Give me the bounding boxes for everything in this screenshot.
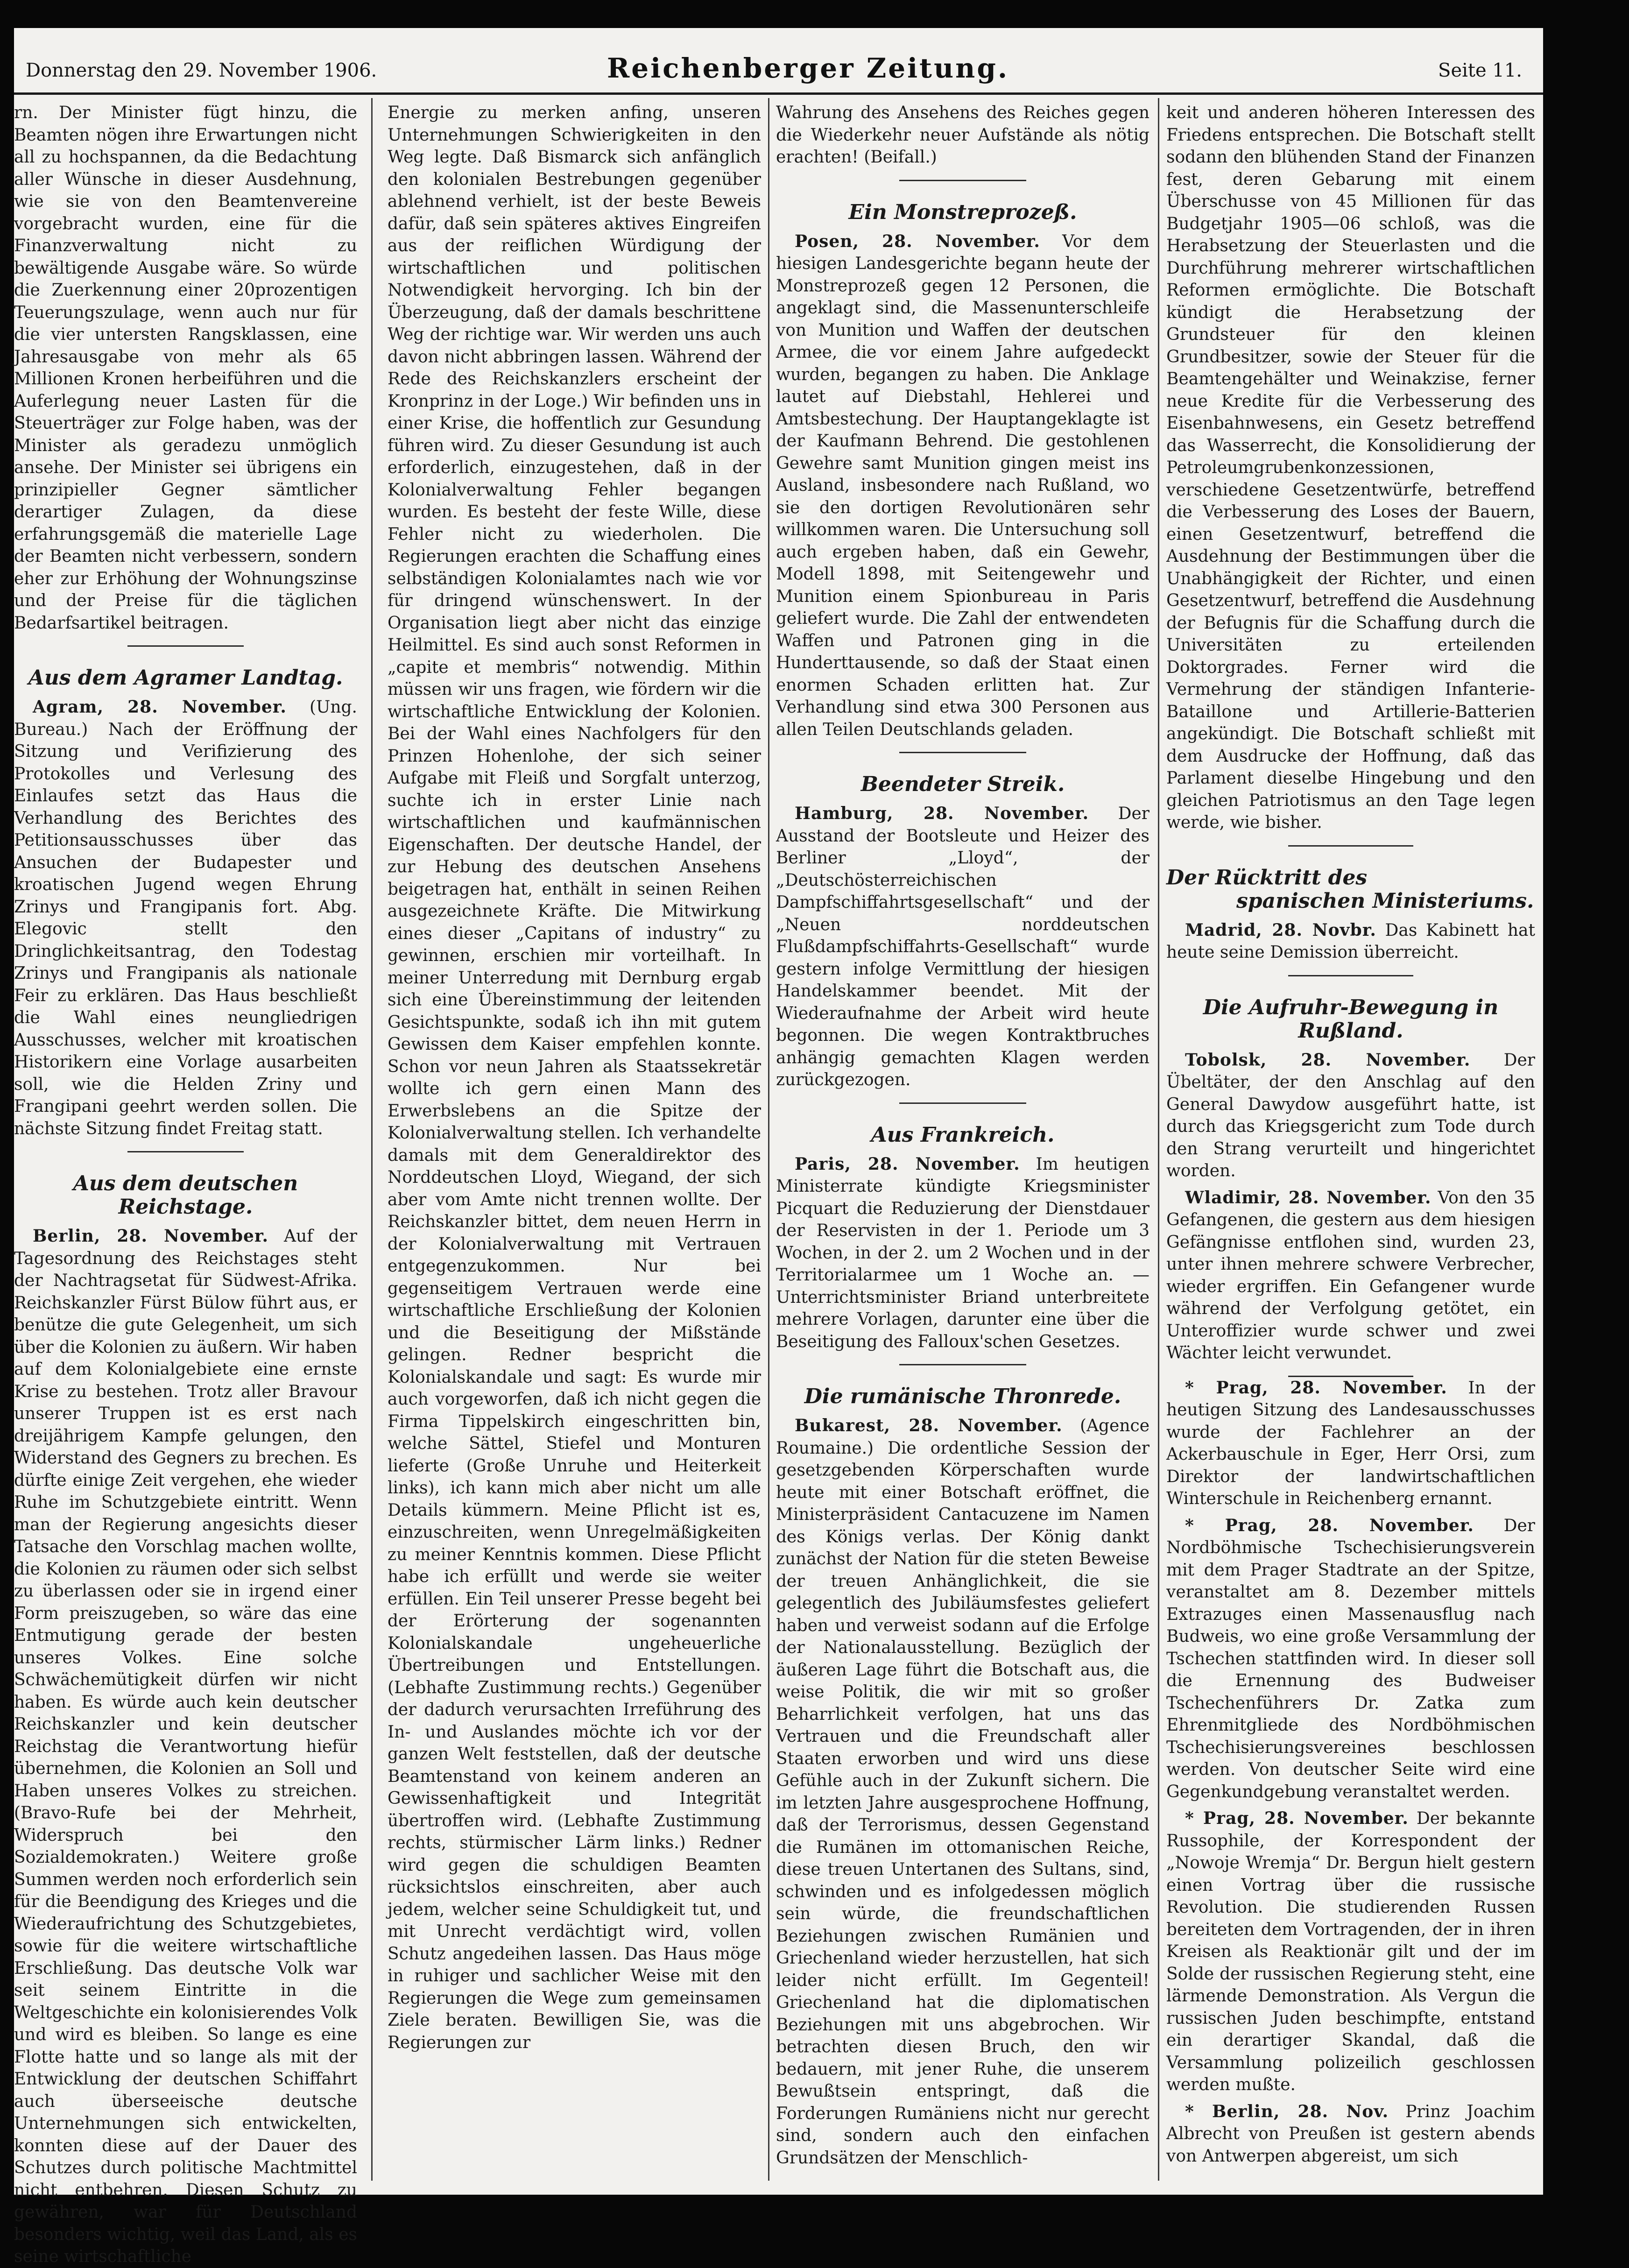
article-paragraph <box>1166 1049 1535 1182</box>
article-headline <box>1166 866 1535 913</box>
column-4 <box>1166 102 1535 2175</box>
dateline: * Prag, 28. November. <box>1185 1378 1447 1398</box>
article-text: Wahrung des Ansehens des Reiches gegen die Wiederkehr neuer Aufstände als nötig erachten! (Beifall.) <box>776 103 1149 167</box>
article-text: Der Ausstand der Bootsleute und Heizer des Berliner „Lloyd“, der „Deutschösterreichischen Dampfschiffahrtsgesellschaft“ und der „Neuen norddeutschen Flußdampfschiffahrts-Gesellschaft“ wurde gestern infolge Vermittlung der hiesigen Handelskammer beendet. Mit der Wiederaufnahme der Arbeit wird heute begonnen. Die wegen Kontraktbruches anhängig gemachten Klagen werden zurückgezogen. <box>776 804 1149 1089</box>
article-separator <box>127 645 244 647</box>
dateline: * Prag, 28. November. <box>1185 1809 1409 1828</box>
article-text: (Ung. Bureau.) Nach der Eröffnung der Sitzung und Verifizierung des Protokolles und Verlesung des Einlaufes setzt das Haus die Verhandlung des Berichtes des Petitionsausschusses über das Ansuchen der Budapester und kroatischen Jugend wegen Ehrung Zrinys und Frangipanis fort. Abg. Elegovic stellt den Dringlichkeitsantrag, den Todestag Zrinys und Frangipanis als nationale Feir zu erklären. Das Haus beschließt die Wahl eines neungliedrigen Ausschusses, welcher mit kroatischen Historikern eine Vorlage ausarbeiten soll, wie die Helden Zriny und Frangipani geehrt werden sollen. Die nächste Sitzung findet Freitag statt. <box>14 698 357 1138</box>
article-paragraph <box>14 1225 357 2268</box>
column-1 <box>14 102 357 2266</box>
dateline: Posen, 28. November. <box>795 231 1040 251</box>
article-separator <box>1288 975 1414 976</box>
page-number: Seite 11. <box>1438 60 1522 81</box>
column-3 <box>776 102 1149 2175</box>
article-paragraph <box>1166 1808 1535 2096</box>
article-text: Auf der Tagesordnung des Reichstages steht der Nachtragsetat für Südwest-Afrika. Reichskanzler Fürst Bülow führt aus, er benütze die gute Gelegenheit, um sich über die Kolonien zu äußern. Wir haben auf dem Kolonialgebiete eine ernste Krise zu bestehen. Trotz aller Bravour unserer Truppen ist es erst nach dreijährigem Kampfe gelungen, den Widerstand des Gegners zu brechen. Es dürfte einige Zeit vergehen, ehe wieder Ruhe im Schutzgebiete eintritt. Wenn man der Regierung angesichts dieser Tatsache den Vorschlag machen wollte, die Kolonien zu räumen oder sich selbst zu überlassen oder sie in irgend einer Form preiszugeben, so wäre das eine Entmutigung gerade der besten unseres Volkes. Eine solche Schwächemütigkeit dürfen wir nicht haben. Es würde auch kein deutscher Reichskanzler und kein deutscher Reichstag die Verantwortung hiefür übernehmen, die Kolonien an Soll und Haben unseres Volkes zu streichen. (Bravo-Rufe bei der Mehrheit, Widerspruch bei den Sozialdemokraten.) Weitere große Summen werden noch erforderlich sein für die Beendigung des Krieges und die Wiederaufrichtung des Schutzgebietes, sowie für die weitere wirtschaftliche Erschließung. Das deutsche Volk war seit seinem Eintritte in die Weltgeschichte ein kolonisierendes Volk und wird es bleiben. So lange es eine Flotte hatte und so lange als mit der Entwicklung der deutschen Schiffahrt auch überseeische deutsche Unternehmungen sich entwickelten, konnten diese auf der Dauer des Schutzes durch politische Machtmittel nicht entbehren. Diesen Schutz zu gewähren, war für Deutschland besonders wichtig, weil das Land, als es seine wirtschaftliche <box>14 1227 357 2266</box>
dateline: Madrid, 28. Novbr. <box>1185 920 1376 940</box>
article-separator <box>899 752 1026 753</box>
dateline: Tobolsk, 28. November. <box>1185 1050 1471 1070</box>
article-text: (Agence Roumaine.) Die ordentliche Session der gesetzgebenden Körperschaften wurde heute mit einer Botschaft eröffnet, die Ministerpräsident Cantacuzene im Namen des Königs verlas. Der König dankt zunächst der Nation für die steten Beweise der treuen Anhänglichkeit, die sie gelegentlich des Jubiläumsfestes geliefert haben und verweist sodann auf die Erfolge der Nationalausstellung. Bezüglich der äußeren Lage führt die Botschaft aus, die weise Politik, die wir mit so großer Beharrlichkeit verfolgen, hat uns das Vertrauen und die Freundschaft aller Staaten erworben und wird uns diese Gefühle auch in der Zukunft sichern. Die im letzten Jahre ausgesprochene Hoffnung, daß der Terrorismus, dessen Gegenstand die Rumänen im ottomanischen Reiche, diese treuen Untertanen des Sultans, sind, schwinden und es infolgedessen möglich sein würde, die freundschaftlichen Beziehungen zwischen Rumänien und Griechenland wieder herzustellen, hat sich leider nicht erfüllt. Im Gegenteil! Griechenland hat die diplomatischen Beziehungen mit uns abgebrochen. Wir betrachten diesen Bruch, den wir bedauern, mit jener Ruhe, die unserem Bewußtsein entspringt, daß die Forderungen Rumäniens nicht nur gerecht sind, sondern auch den einfachen Grundsätzen der Menschlich- <box>776 1416 1149 2168</box>
article-headline: Ein Monstreprozeß. <box>848 200 1077 224</box>
dateline: Agram, 28. November. <box>33 697 287 717</box>
column-divider <box>371 98 373 2181</box>
dateline: * Prag, 28. November. <box>1185 1515 1474 1535</box>
article-headline: Beendeter Streik. <box>860 772 1065 796</box>
page-header <box>14 42 1543 84</box>
column-divider <box>768 98 769 2181</box>
article-paragraph <box>1166 1187 1535 1364</box>
article-text: keit und anderen höheren Interessen des Friedens entsprechen. Die Botschaft stellt sodann den blühenden Stand der Finanzen fest, deren Gebarung mit einem Überschusse von 45 Millionen für das Budgetjahr 1905—06 schloß, was die Herabsetzung der Steuerlasten und die Durchführung mehrerer wirtschaftlichen Reformen ermöglichte. Die Botschaft kündigt die Herabsetzung der Grundsteuer für den kleinen Grundbesitzer, sowie der Steuer für die Beamtengehälter und Weinakzise, ferner neue Kredite für die Verbesserung des Eisenbahnwesens, ein Gesetz betreffend das Wasserrecht, die Konsolidierung der Petroleumgrubenkonzessionen, verschiedene Gesetzentwürfe, betreffend die Verbesserung des Loses der Bauern, einen Gesetzentwurf, betreffend die Ausdehnung der Bestimmungen über die Unabhängigkeit der Richter, und einen Gesetzentwurf, betreffend die Ausdehnung der Befugnis für die Schaffung durch die Universitäten zu erteilenden Doktorgrades. Ferner wird die Vermehrung der ständigen Infanterie-Bataillone und Artillerie-Batterien angekündigt. Die Botschaft schließt mit dem Ausdrucke der Hoffnung, daß das Parlament dieselbe Hingebung und den gleichen Patriotismus an den Tage legen werde, wie bisher. <box>1166 103 1535 832</box>
article-headline: Die Aufruhr-Bewegung in Rußland. <box>1203 995 1499 1043</box>
headline-line-2: spanischen Ministeriums. <box>1236 889 1534 913</box>
article-text: In der heutigen Sitzung des Landesausschusses wurde der Fachlehrer an der Ackerbauschule in Eger, Herr Orsi, zum Direktor der landwirtschaftlichen Winterschule in Reichenberg ernannt. <box>1166 1378 1535 1508</box>
article-paragraph <box>14 696 357 1140</box>
dateline: Wladimir, 28. November. <box>1185 1187 1432 1208</box>
article-paragraph <box>1166 1515 1535 1803</box>
article-separator <box>1288 845 1414 847</box>
article-paragraph <box>776 231 1149 741</box>
dateline: Berlin, 28. November. <box>33 1226 269 1246</box>
header-rule <box>14 92 1543 95</box>
issue-date: Donnerstag den 29. November 1906. <box>26 60 377 81</box>
article-headline: Aus dem deutschen Reichstage. <box>73 1172 298 1219</box>
article-separator <box>127 1151 244 1152</box>
article-text: Prinz Joachim Albrecht von Preußen ist gestern abends von Antwerpen abgereist, um sich <box>1166 2102 1535 2166</box>
article-headline: Aus dem Agramer Landtag. <box>28 666 343 690</box>
article-separator <box>899 180 1026 181</box>
article-paragraph <box>776 803 1149 1091</box>
article-text: rn. Der Minister fügt hinzu, die Beamten nögen ihre Erwartungen nicht all zu hochspannen, da die Bedachtung aller Wünsche in dieser Ausdehnung, wie sie von den Beamtenvereine vorgebracht wurden, eine für die Finanzverwaltung nicht zu bewältigende Ausgabe wäre. So würde die Zuerkennung einer 20prozentigen Teuerungszulage, wenn auch nur für die vier untersten Rangsklassen, eine Jahresausgabe von mehr als 65 Millionen Kronen herbeiführen und die Auferlegung neuer Lasten für die Steuerträger zur Folge haben, was der Minister als geradezu unmöglich ansehe. Der Minister sei übrigens ein prinzipieller Gegner sämtlicher derartiger Zulagen, da diese erfahrungsgemäß die materielle Lage der Beamten nicht verbessern, sondern eher zur Erhöhung der Wohnungszinse und der Preise für die täglichen Bedarfsartikel beitragen. <box>14 103 357 633</box>
article-text: Der bekannte Russophile, der Korrespondent der „Nowoje Wremja“ Dr. Bergun hielt gestern einen Vortrag über die russische Revolution. Die studierenden Russen bereiteten dem Vortragenden, der in ihren Kreisen als Reaktionär gilt und der im Solde der russischen Regierung steht, eine lärmende Demonstration. Als Vergun die russischen Juden beschimpfte, entstand ein derartiger Skandal, daß die Versammlung polizeilich geschlossen werden mußte. <box>1166 1809 1536 2094</box>
column-2 <box>388 102 761 2175</box>
article-paragraph <box>1166 2101 1535 2168</box>
masthead: Reichenberger Zeitung. <box>607 52 1009 84</box>
article-separator <box>899 1102 1026 1104</box>
article-paragraph <box>776 1415 1149 2169</box>
article-text: Das Kabinett hat heute seine Demission überreicht. <box>1166 920 1535 962</box>
column-divider <box>1158 98 1159 2181</box>
article-separator <box>899 1364 1026 1365</box>
dateline: Hamburg, 28. November. <box>795 804 1089 823</box>
dateline: Paris, 28. November. <box>795 1154 1020 1174</box>
dateline: * Berlin, 28. Nov. <box>1185 2101 1389 2121</box>
article-text: Im heutigen Ministerrate kündigte Kriegsminister Picquart die Reduzierung der Dienstdauer der Reservisten in der 1. Periode um 3 Wochen, in der 2. um 2 Wochen und in der Territorialarmee um 1 Woche an. — Unterrichtsminister Briand unterbreitete mehrere Vorlagen, darunter eine über die Beseitigung des Falloux'schen Gesetzes. <box>776 1154 1149 1351</box>
newspaper-page <box>14 28 1543 2266</box>
article-headline: Aus Frankreich. <box>871 1123 1055 1147</box>
article-text: Energie zu merken anfing, unseren Unternehmungen Schwierigkeiten in den Weg legte. Daß Bismarck sich anfänglich den kolonialen Bestrebungen gegenüber ablehnend verhielt, ist der beste Beweis dafür, daß sein späteres aktives Eingreifen aus der reiflichen Würdigung der wirtschaftlichen und politischen Notwendigkeit hervorging. Ich bin der Überzeugung, daß der damals beschrittene Weg der richtige war. Wir werden uns auch davon nicht abbringen lassen. Während der Rede des Reichskanzlers erscheint der Kronprinz in der Loge.) Wir befinden uns in einer Krise, die hoffentlich zur Gesundung führen wird. Zu dieser Gesundung ist auch erforderlich, einzugestehen, daß in der Kolonialverwaltung Fehler begangen wurden. Es besteht der feste Wille, diese Fehler nicht zu wiederholen. Die Regierungen erachten die Schaffung eines selbständigen Kolonialamtes nach wie vor für dringend wünschenswert. In der Organisation liegt aber nicht das einzige Heilmittel. Es sind auch sonst Reformen in „capite et membris“ notwendig. Mithin müssen wir uns fragen, wie fördern wir die wirtschaftliche Entwicklung der Kolonien. Bei der Wahl eines Nachfolgers für den Prinzen Hohenlohe, der sich seiner Aufgabe mit Fleiß und Sorgfalt unterzog, suchte ich in erster Linie nach wirtschaftlichen und kaufmännischen Eigenschaften. Der deutsche Handel, der zur Hebung des deutschen Ansehens beigetragen hat, enthält in seinen Reihen ausgezeichnete Kräfte. Die Mitwirkung eines dieser „Capitans of industry“ zu gewinnen, erschien mir vorteilhaft. In meiner Unterredung mit Dernburg ergab sich eine Übereinstimmung der leitenden Gesichtspunkte, sodaß ich ihn mit gutem Gewissen dem Kaiser empfehlen konnte. Schon vor neun Jahren als Staatssekretär wollte ich gern einen Mann des Erwerbslebens an die Spitze der Kolonialverwaltung stellen. Ich verhandelte damals mit dem Generaldirektor des Norddeutschen Lloyd, Wiegand, der sich aber vom Amte nicht trennen wollte. Der Reichskanzler bittet, dem neuen Herrn in der Kolonialverwaltung mit Vertrauen entgegenzukommen. Nur bei gegenseitigem Vertrauen werde eine wirtschaftliche Erschließung der Kolonien und die Beseitigung der Mißstände gelingen. Redner bespricht die Kolonialskandale und sagt: Es wurde mir auch vorgeworfen, daß ich nicht gegen die Firma Tippelskirch eingeschritten bin, welche Sättel, Stiefel und Monturen lieferte (Große Unruhe und Heiterkeit links), ich kann mich aber nicht um alle Details kümmern. Meine Pflicht ist es, einzuschreiten, wenn Unregelmäßigkeiten zu meiner Kenntnis kommen. Diese Pflicht habe ich erfüllt und werde sie weiter erfüllen. Ein Teil unserer Presse begeht bei der Erörterung der sogenannten Kolonialskandale ungeheuerliche Übertreibungen und Entstellungen. (Lebhafte Zustimmung rechts.) Gegenüber der dadurch verursachten Irreführung des In- und Auslandes möchte ich vor der ganzen Welt feststellen, daß der deutsche Beamtenstand von keinem anderen an Gewissenhaftigkeit und Integrität übertroffen wird. (Lebhafte Zustimmung rechts, stürmischer Lärm links.) Redner wird gegen die schuldigen Beamten rücksichtslos einschreiten, aber auch jedem, welcher seine Schuldigkeit tut, und mit Unrecht verdächtigt wird, vollen Schutz angedeihen lassen. Das Haus möge in ruhiger und sachlicher Weise mit den Regierungen die Wege zum gemeinsamen Ziele beraten. Bewilligen Sie, was die Regierungen zur <box>388 103 761 2052</box>
headline-line-1: Der Rücktritt des <box>1166 865 1368 890</box>
article-headline: Die rumänische Thronrede. <box>804 1385 1121 1408</box>
article-text: Vor dem hiesigen Landesgerichte begann heute der Monstreprozeß gegen 12 Personen, die angeklagt sind, die Massenunterschleife von Munition und Waffen der deutschen Armee, die vor einem Jahre aufgedeckt wurden, begangen zu haben. Die Anklage lautet auf Diebstahl, Hehlerei und Amtsbestechung. Der Hauptangeklagte ist der Kaufmann Behrend. Die gestohlenen Gewehre samt Munition gingen meist ins Ausland, insbesondere nach Rußland, wo sie den dortigen Revolutionären sehr willkommen waren. Die Untersuchung soll auch ergeben haben, daß ein Gewehr, Modell 1898, mit Seitengewehr und Munition einem Spionbureau in Paris geliefert wurde. Die Zahl der entwendeten Waffen und Patronen ging in die Hunderttausende, so daß der Staat einen enormen Schaden erlitten hat. Zur Verhandlung sind etwa 300 Personen aus allen Teilen Deutschlands geladen. <box>776 232 1150 739</box>
article-text: Der Nordböhmische Tschechisierungsverein mit dem Prager Stadtrate an der Spitze, veranstaltet am 8. Dezember mittels Extrazuges einen Massenausflug nach Budweis, wo eine große Versammlung der Tschechen stattfinden wird. In dieser soll die Ernennung des Budweiser Tschechenführers Dr. Zatka zum Ehrenmitgliede des Nordböhmischen Tschechisierungsvereines beschlossen werden. Von deutscher Seite wird eine Gegenkundgebung veranstaltet werden. <box>1166 1516 1535 1802</box>
article-paragraph <box>1166 919 1535 964</box>
article-text: Von den 35 Gefangenen, die gestern aus dem hiesigen Gefängnisse entflohen sind, wurden 23, unter ihnen mehrere schwere Verbrecher, wieder ergriffen. Ein Gefangener wurde während der Verfolgung getötet, ein Unteroffizier wurde schwer und zwei Wächter leicht verwundet. <box>1166 1188 1535 1363</box>
dateline: Bukarest, 28. November. <box>795 1416 1063 1435</box>
article-text: Der Übeltäter, der den Anschlag auf den General Dawydow ausgeführt hatte, ist durch das Kriegsgericht zum Tode durch den Strang verurteilt und hingerichtet worden. <box>1166 1050 1535 1180</box>
article-paragraph <box>1166 1377 1535 1510</box>
article-paragraph <box>776 1153 1149 1353</box>
